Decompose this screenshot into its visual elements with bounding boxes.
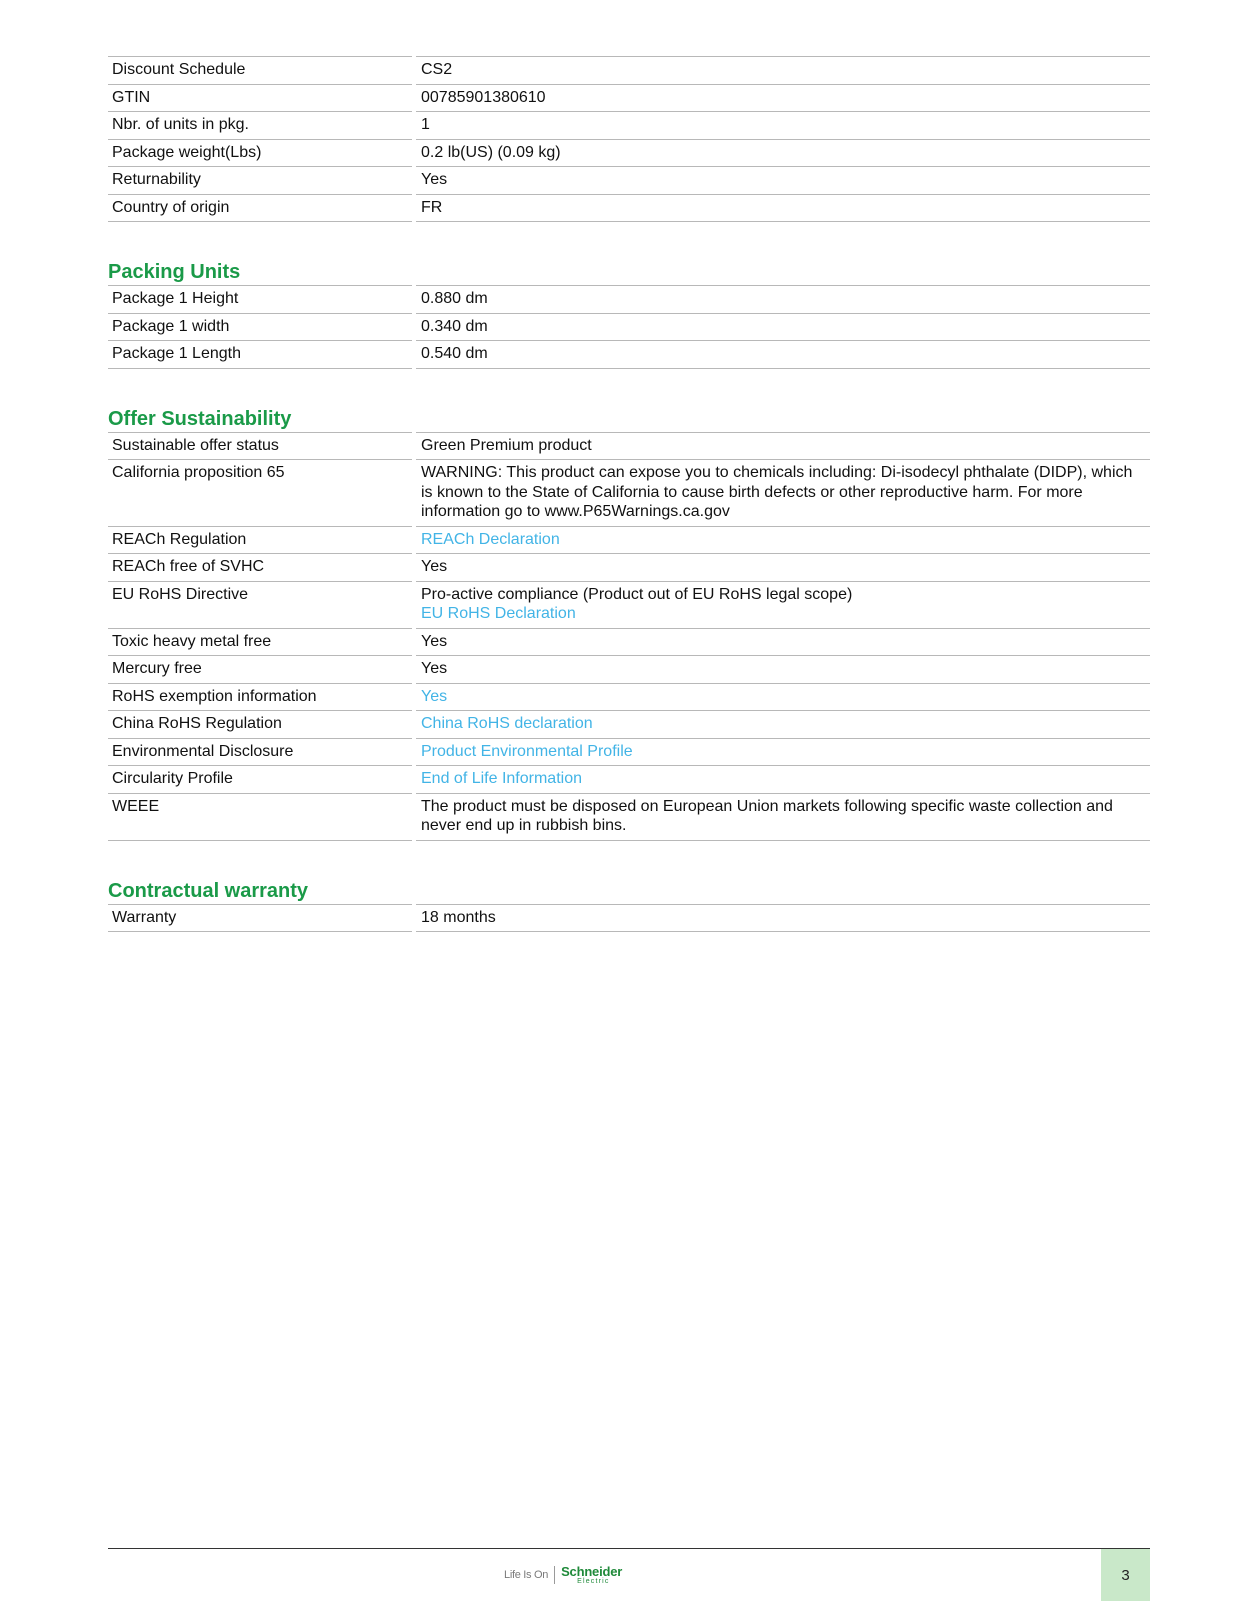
row-label: Warranty (108, 904, 414, 932)
row-label: Sustainable offer status (108, 432, 414, 460)
row-value (414, 139, 1150, 167)
value-text: Yes (421, 171, 448, 188)
value-text: The product must be disposed on European Union markets following specific waste collection and never end up in rubbish bins. (421, 797, 1113, 834)
value-text: 0.880 dm (421, 290, 488, 307)
row-value (414, 432, 1150, 460)
brand-name: Schneider (561, 1564, 623, 1579)
row-value (414, 286, 1150, 314)
table-row (108, 286, 1150, 314)
table-row (108, 628, 1150, 656)
row-label: REACh Regulation (108, 526, 414, 554)
value-text: Yes (421, 660, 448, 677)
brand-logo (504, 1563, 622, 1587)
table-row (108, 656, 1150, 684)
value-text: 1 (421, 116, 430, 133)
table-row (108, 112, 1150, 140)
brand-sub: Electric (577, 1578, 610, 1585)
row-label: Package 1 Length (108, 341, 414, 369)
value-text: Yes (421, 632, 448, 650)
row-value (414, 554, 1150, 582)
table-row (108, 683, 1150, 711)
table-row (108, 167, 1150, 195)
row-label: Discount Schedule (108, 57, 414, 85)
row-value (414, 57, 1150, 85)
section-contractual-warranty (108, 878, 1150, 933)
table-row (108, 139, 1150, 167)
row-value (414, 656, 1150, 684)
value-text: WARNING: This product can expose you to chemicals including: Di-isodecyl phthalate (DIDP), which is known to the State of California to cause birth defects or other reproductive harm. For more information go to www.P65Warnings.ca.gov (421, 464, 1133, 520)
row-label: Environmental Disclosure (108, 738, 414, 766)
row-label: Package 1 Height (108, 286, 414, 314)
row-label: Nbr. of units in pkg. (108, 112, 414, 140)
row-label: Returnability (108, 167, 414, 195)
page-number: 3 (1101, 1549, 1150, 1601)
row-value (414, 313, 1150, 341)
value-text: 0.340 dm (421, 317, 488, 335)
row-value (414, 460, 1150, 527)
row-value (414, 167, 1150, 195)
section-title: Offer Sustainability (108, 407, 292, 430)
table-row (108, 313, 1150, 341)
row-value (414, 341, 1150, 369)
row-label: Circularity Profile (108, 766, 414, 794)
schneider-logo (555, 1565, 622, 1585)
row-value (414, 766, 1150, 794)
row-label: China RoHS Regulation (108, 711, 414, 739)
spec-table (108, 56, 1150, 222)
spec-page (108, 56, 1150, 969)
value-text: FR (421, 198, 443, 216)
table-row (108, 711, 1150, 739)
section-title: Packing Units (108, 261, 241, 283)
tagline: Life Is On (504, 1566, 555, 1584)
row-label: California proposition 65 (108, 460, 414, 527)
row-label: REACh free of SVHC (108, 554, 414, 582)
section-commercial (108, 56, 1150, 222)
reach-declaration-link[interactable]: REACh Declaration (421, 530, 560, 548)
table-row (108, 738, 1150, 766)
value-text: Yes (421, 558, 448, 575)
spec-table (108, 432, 1150, 841)
value-text: 00785901380610 (421, 88, 546, 106)
table-row (108, 581, 1150, 628)
spec-table (108, 285, 1150, 369)
row-value (414, 738, 1150, 766)
section-offer-sustainability (108, 406, 1150, 841)
row-value (414, 711, 1150, 739)
value-text: Pro-active compliance (Product out of EU RoHS legal scope) (421, 585, 853, 603)
row-value (414, 194, 1150, 222)
row-label: Package weight(Lbs) (108, 139, 414, 167)
row-value (414, 793, 1150, 840)
row-label: Toxic heavy metal free (108, 628, 414, 656)
row-value (414, 84, 1150, 112)
row-value (414, 628, 1150, 656)
product-environmental-profile-link[interactable]: Product Environmental Profile (421, 742, 633, 760)
china-rohs-declaration-link[interactable]: China RoHS declaration (421, 715, 593, 732)
table-row (108, 194, 1150, 222)
value-text: 0.540 dm (421, 345, 488, 362)
eu-rohs-declaration-link[interactable]: EU RoHS Declaration (421, 605, 576, 622)
row-label: WEEE (108, 793, 414, 840)
value-text: 0.2 lb(US) (0.09 kg) (421, 143, 561, 161)
row-label: GTIN (108, 84, 414, 112)
value-text: 18 months (421, 908, 496, 926)
end-of-life-information-link[interactable]: End of Life Information (421, 770, 582, 787)
value-text: CS2 (421, 61, 453, 78)
table-row (108, 432, 1150, 460)
row-label: Mercury free (108, 656, 414, 684)
section-packing-units (108, 259, 1150, 369)
table-row (108, 554, 1150, 582)
table-row (108, 84, 1150, 112)
table-row (108, 57, 1150, 85)
table-row (108, 460, 1150, 527)
table-row (108, 766, 1150, 794)
table-row (108, 793, 1150, 840)
spec-table (108, 904, 1150, 933)
section-title: Contractual warranty (108, 879, 309, 902)
row-label: RoHS exemption information (108, 683, 414, 711)
row-label: Package 1 width (108, 313, 414, 341)
row-label: EU RoHS Directive (108, 581, 414, 628)
row-value (414, 581, 1150, 628)
row-value (414, 683, 1150, 711)
row-value (414, 112, 1150, 140)
row-value (414, 526, 1150, 554)
row-value (414, 904, 1150, 932)
rohs-exemption-link[interactable]: Yes (421, 687, 448, 705)
table-row (108, 341, 1150, 369)
value-text: Green Premium product (421, 436, 592, 454)
table-row (108, 526, 1150, 554)
table-row (108, 904, 1150, 932)
page-footer (108, 1548, 1150, 1601)
row-label: Country of origin (108, 194, 414, 222)
